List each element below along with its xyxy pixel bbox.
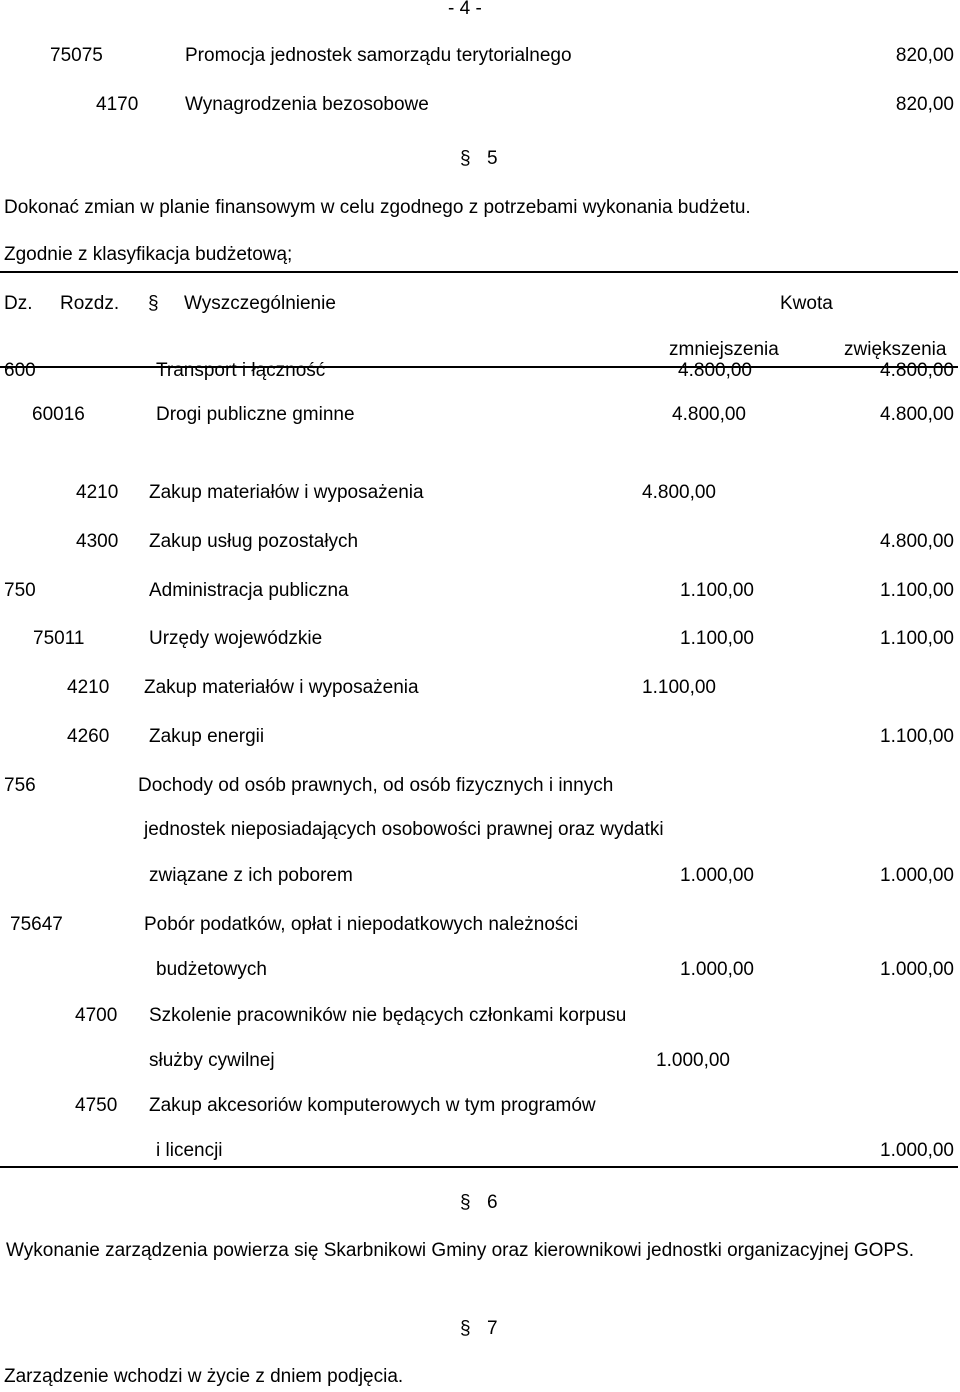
row-name: Zakup akcesoriów komputerowych w tym programów [149, 1095, 596, 1116]
row-code: 4300 [76, 531, 119, 552]
section-text: Zarządzenie wchodzi w życie z dniem podjęcia. [4, 1366, 404, 1387]
row-name: Administracja publiczna [149, 580, 349, 601]
row-code: 75647 [10, 914, 63, 935]
header-dz: Dz. [4, 293, 33, 314]
row-code: 750 [4, 580, 36, 601]
row-name: Zakup energii [149, 726, 265, 747]
table-top-rule [0, 271, 958, 273]
section-text: Wykonanie zarządzenia powierza się Skarbnikowi Gminy oraz kierownikowi jednostki organizacyjnej GOPS. [6, 1240, 915, 1261]
section-number: 5 [487, 148, 498, 169]
header-zmniejszenia: zmniejszenia [669, 339, 779, 360]
row-code: 756 [4, 775, 36, 796]
section-symbol: § [460, 1192, 471, 1213]
row-decrease: 4.800,00 [642, 482, 716, 503]
row-code: 60016 [32, 404, 85, 425]
row-increase: 1.100,00 [880, 726, 954, 747]
section-symbol: § [460, 148, 471, 169]
row-decrease: 1.100,00 [642, 677, 716, 698]
row-code: 4700 [75, 1005, 118, 1026]
row-name: Transport i łączność [156, 360, 326, 381]
row-code: 4750 [75, 1095, 118, 1116]
row-name: jednostek nieposiadających osobowości prawnej oraz wydatki [144, 819, 664, 840]
row-code: 75011 [33, 628, 85, 649]
row-decrease: 1.000,00 [680, 959, 754, 980]
row-name: Drogi publiczne gminne [156, 404, 355, 425]
row-decrease: 1.100,00 [680, 580, 754, 601]
row-increase: 4.800,00 [880, 360, 954, 381]
section-number: 7 [487, 1318, 498, 1339]
header-paragraph: § [148, 293, 159, 314]
row-amount: 820,00 [895, 94, 954, 115]
row-code: 75075 [50, 45, 103, 66]
row-increase: 1.000,00 [880, 865, 954, 886]
row-amount: 820,00 [895, 45, 954, 66]
page-number: - 4 - [448, 0, 482, 19]
row-increase: 4.800,00 [880, 404, 954, 425]
row-decrease: 1.100,00 [680, 628, 754, 649]
row-name: Wynagrodzenia bezosobowe [185, 94, 429, 115]
header-zwiekszenia: zwiększenia [844, 339, 947, 360]
row-name: Szkolenie pracowników nie będących członkami korpusu [149, 1005, 627, 1026]
row-increase: 4.800,00 [880, 531, 954, 552]
row-name: Zakup usług pozostałych [149, 531, 359, 552]
row-name: Dochody od osób prawnych, od osób fizycznych i innych [138, 775, 614, 796]
row-name: związane z ich poborem [149, 865, 353, 886]
section-text: Zgodnie z klasyfikacja budżetową; [4, 244, 293, 265]
row-name: Zakup materiałów i wyposażenia [149, 482, 424, 503]
row-code: 600 [4, 360, 36, 381]
row-increase: 1.100,00 [880, 628, 954, 649]
row-increase: 1.000,00 [880, 959, 954, 980]
row-code: 4260 [67, 726, 110, 747]
row-decrease: 1.000,00 [656, 1050, 730, 1071]
row-decrease: 4.800,00 [678, 360, 752, 381]
header-rozdz: Rozdz. [60, 293, 120, 314]
row-name: budżetowych [156, 959, 267, 980]
table-bottom-rule [0, 1166, 958, 1168]
row-name: Pobór podatków, opłat i niepodatkowych należności [144, 914, 579, 935]
row-increase: 1.000,00 [880, 1140, 954, 1161]
row-increase: 1.100,00 [880, 580, 954, 601]
row-code: 4210 [76, 482, 119, 503]
row-name: Promocja jednostek samorządu terytorialnego [185, 45, 572, 66]
row-code: 4170 [96, 94, 139, 115]
row-name: służby cywilnej [149, 1050, 275, 1071]
section-symbol: § [460, 1318, 471, 1339]
section-text: Dokonać zmian w planie finansowym w celu zgodnego z potrzebami wykonania budżetu. [4, 197, 751, 218]
header-rule [0, 366, 958, 368]
header-kwota: Kwota [780, 293, 833, 314]
row-name: Zakup materiałów i wyposażenia [144, 677, 419, 698]
row-code: 4210 [67, 677, 110, 698]
header-wyszczegolnienie: Wyszczególnienie [184, 293, 336, 314]
section-number: 6 [487, 1192, 498, 1213]
row-decrease: 1.000,00 [680, 865, 754, 886]
row-decrease: 4.800,00 [672, 404, 746, 425]
row-name: i licencji [156, 1140, 223, 1161]
row-name: Urzędy wojewódzkie [149, 628, 323, 649]
